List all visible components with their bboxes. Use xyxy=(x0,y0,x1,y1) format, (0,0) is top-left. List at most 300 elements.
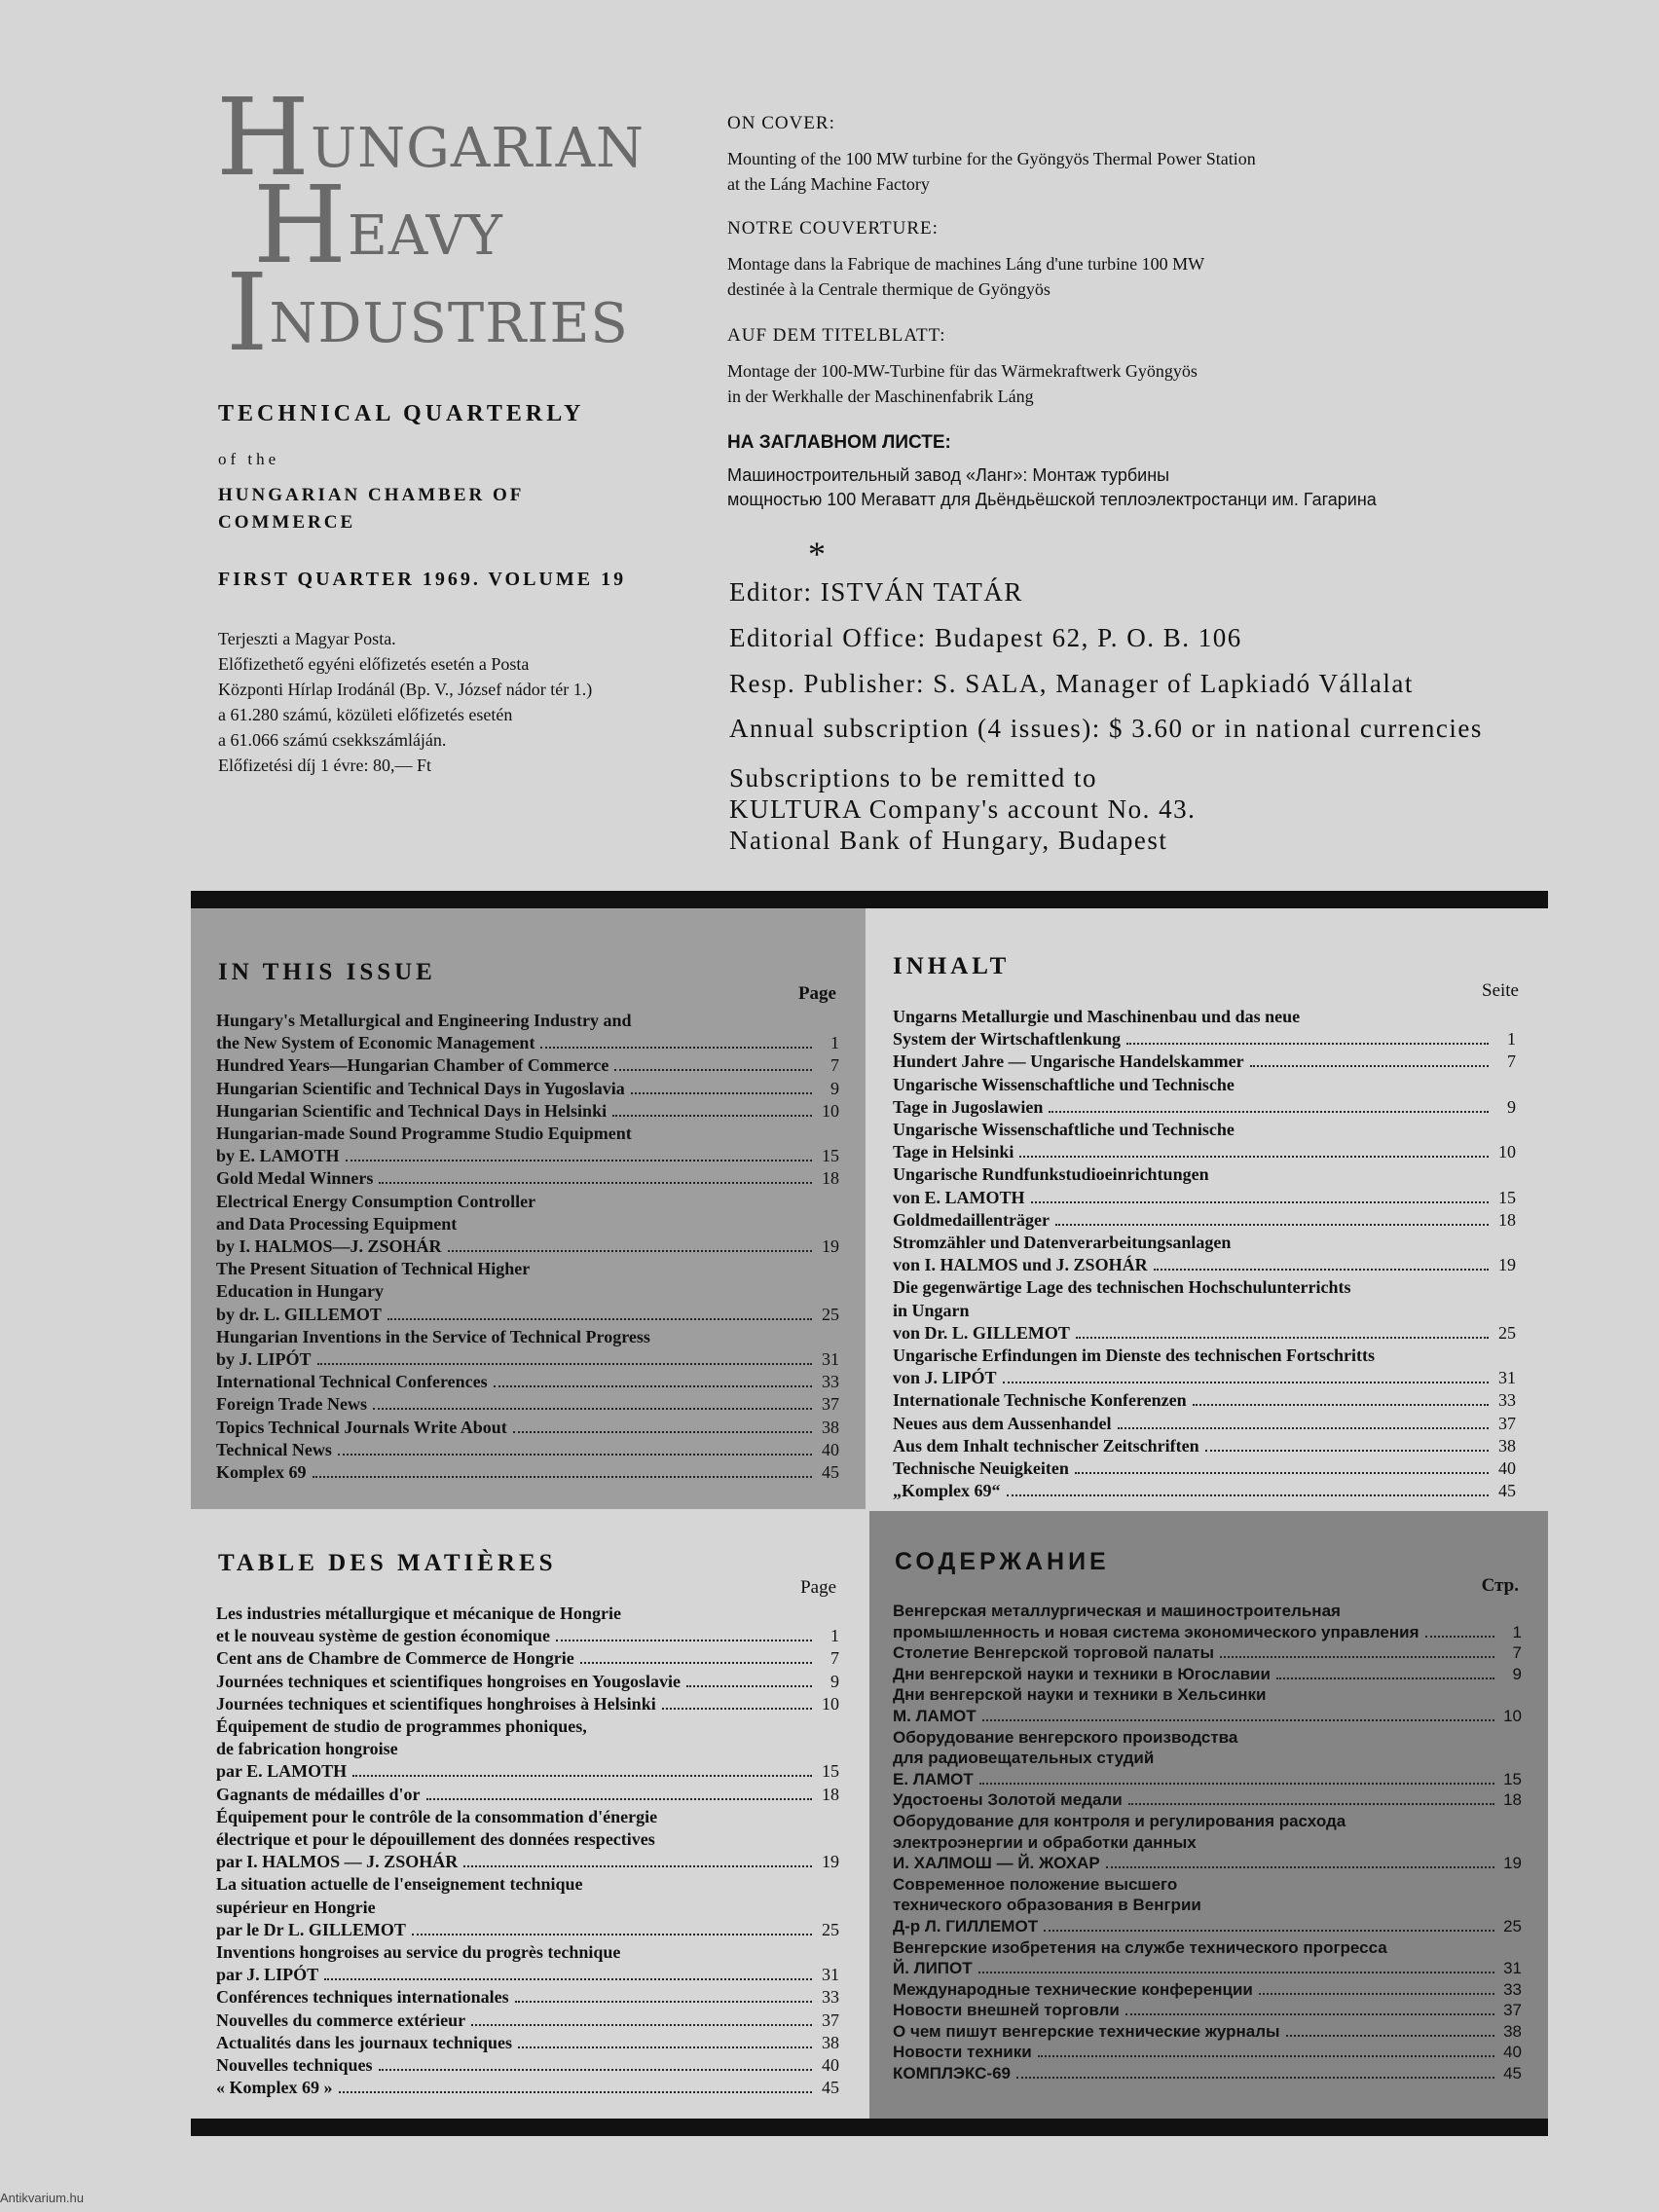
remit-line: Subscriptions to be remitted to xyxy=(729,762,1097,793)
toc-entry-last-line xyxy=(216,2009,839,2032)
toc-entry-line: Дни венгерской науки и техники в Хельсинки xyxy=(893,1685,1267,1705)
toc-entry-page: 25 xyxy=(822,1919,839,1939)
toc-entry-page: 15 xyxy=(1503,1769,1522,1788)
toc-entry-line: Ungarische Rundfunkstudioeinrichtungen xyxy=(893,1164,1209,1185)
toc-entry-title: Goldmedaillenträger xyxy=(893,1209,1050,1230)
toc-entry-title: « Komplex 69 » xyxy=(216,2078,333,2098)
toc-entry xyxy=(893,2000,1522,2021)
toc-entry-title: Столетие Венгерской торговой палаты xyxy=(893,1643,1215,1663)
toc-entry-title: Удостоены Золотой медали xyxy=(893,1790,1123,1810)
toc-entry-page: 37 xyxy=(822,2009,839,2030)
toc-entry-last-line xyxy=(216,1693,839,1715)
cover-en-heading: ON COVER: xyxy=(727,113,835,133)
toc-entry-last-line xyxy=(893,1096,1516,1119)
toc-entry-page: 15 xyxy=(822,1761,839,1782)
masthead-line-heavy: HEAVY xyxy=(253,163,503,287)
toc-entry-page: 7 xyxy=(830,1055,839,1076)
toc-leader-dots xyxy=(1205,1450,1489,1452)
toc-entry-title: par I. HALMOS — J. ZSOHÁR xyxy=(216,1852,459,1872)
toc-entry-title: М. ЛАМОТ xyxy=(893,1706,977,1725)
toc-entry-page: 37 xyxy=(1503,2001,1522,2020)
toc-entry xyxy=(893,1413,1516,1435)
toc-russian-panel xyxy=(869,1511,1548,2119)
cover-fr-line: destinée à la Centrale thermique de Gyöngyös xyxy=(727,279,1051,299)
toc-entry-line: Electrical Energy Consumption Controller xyxy=(216,1191,536,1211)
toc-entry-last-line xyxy=(893,1769,1522,1790)
toc-entry-title: von I. HALMOS und J. ZSOHÁR xyxy=(893,1255,1148,1275)
hu-line: Előfizetési díj 1 évre: 80,— Ft xyxy=(218,756,431,775)
toc-entry-last-line xyxy=(216,1784,839,1806)
toc-entry-title: Й. ЛИПОТ xyxy=(893,1959,973,1978)
toc-entry-page: 10 xyxy=(1503,1706,1522,1725)
toc-leader-dots xyxy=(448,1250,812,1252)
toc-leader-dots xyxy=(324,1978,812,1980)
toc-leader-dots xyxy=(379,1182,812,1184)
toc-entry-line: and Data Processing Equipment xyxy=(216,1213,458,1234)
toc-entry-page: 37 xyxy=(822,1394,839,1415)
toc-entry-last-line xyxy=(893,1916,1522,1937)
toc-entry-line: Ungarische Wissenschaftliche und Technische xyxy=(893,1074,1235,1094)
toc-entry-last-line xyxy=(216,2054,839,2077)
toc-entry xyxy=(216,1123,839,1167)
toc-entry-page: 33 xyxy=(822,1987,839,2008)
toc-leader-dots xyxy=(1055,1224,1489,1226)
toc-entry-last-line xyxy=(216,1760,839,1783)
toc-entry xyxy=(893,1345,1516,1389)
toc-leader-dots xyxy=(339,2091,813,2093)
toc-leader-dots xyxy=(494,1385,812,1387)
technical-quarterly-heading: TECHNICAL QUARTERLY xyxy=(218,401,585,426)
toc-entry-page: 18 xyxy=(822,1784,839,1804)
toc-entry-title: Journées techniques et scientifiques honghroises à Helsinki xyxy=(216,1693,656,1714)
toc-entry-page: 18 xyxy=(822,1168,839,1189)
toc-entry-last-line xyxy=(216,1348,839,1371)
toc-entry-last-line xyxy=(893,1187,1516,1209)
toc-leader-dots xyxy=(515,2001,812,2003)
toc-leader-dots xyxy=(614,1069,812,1071)
toc-entry-page: 1 xyxy=(830,1033,839,1053)
toc-entry-page: 25 xyxy=(822,1304,839,1324)
toc-entry-title: Gold Medal Winners xyxy=(216,1168,374,1189)
toc-entry xyxy=(216,1784,839,1806)
toc-russian-page-label: Стр. xyxy=(1481,1575,1519,1596)
toc-entry-line: Hungary's Metallurgical and Engineering Industry and xyxy=(216,1011,632,1030)
toc-entry-page: 31 xyxy=(822,1349,839,1370)
of-the-label: of the xyxy=(218,450,280,468)
remit-line: National Bank of Hungary, Budapest xyxy=(729,826,1168,856)
toc-entry-last-line xyxy=(893,2042,1522,2063)
toc-entry-line: La situation actuelle de l'enseignement technique xyxy=(216,1874,583,1895)
toc-entry-page: 15 xyxy=(1498,1187,1516,1207)
cover-de-line: Montage der 100-MW-Turbine für das Wärmekraftwerk Gyöngyös xyxy=(727,361,1198,381)
toc-leader-dots xyxy=(1016,2077,1494,2079)
toc-entry-page: 38 xyxy=(1503,2021,1522,2041)
toc-entry-line: supérieur en Hongrie xyxy=(216,1897,376,1917)
toc-entry-last-line xyxy=(893,2021,1522,2043)
editor-line: Editor: ISTVÁN TATÁR xyxy=(729,577,1023,607)
toc-entry-page: 9 xyxy=(830,1078,839,1098)
toc-entry-last-line xyxy=(216,1671,839,1693)
toc-leader-dots xyxy=(982,1719,1494,1721)
toc-entry-line: Ungarische Erfindungen im Dienste des technischen Fortschritts xyxy=(893,1346,1375,1366)
toc-entry-last-line xyxy=(216,1625,839,1647)
toc-entry-last-line xyxy=(216,1461,839,1484)
toc-entry-last-line xyxy=(216,2032,839,2054)
toc-entry-title: Nouvelles du commerce extérieur xyxy=(216,2009,466,2030)
toc-entry xyxy=(216,1693,839,1715)
toc-entry xyxy=(216,2009,839,2032)
asterisk-divider: * xyxy=(808,535,826,573)
toc-entry-last-line xyxy=(216,1986,839,2009)
toc-leader-dots xyxy=(1019,1156,1489,1158)
cover-de-heading: AUF DEM TITELBLATT: xyxy=(727,325,946,346)
toc-entry-title: par le Dr L. GILLEMOT xyxy=(216,1919,406,1939)
toc-entry-line: Hungarian-made Sound Programme Studio Equipment xyxy=(216,1124,632,1144)
toc-entry-last-line xyxy=(893,1051,1516,1073)
toc-entry-title: Hungarian Scientific and Technical Days in Helsinki xyxy=(216,1100,608,1121)
toc-entry xyxy=(216,1371,839,1393)
toc-entry-last-line xyxy=(216,1439,839,1461)
toc-leader-dots xyxy=(346,1160,812,1161)
toc-entry-last-line xyxy=(216,1919,839,1941)
toc-leader-dots xyxy=(662,1708,812,1710)
toc-entry-page: 1 xyxy=(830,1626,839,1646)
toc-leader-dots xyxy=(1126,1043,1489,1045)
toc-leader-dots xyxy=(1250,1065,1489,1067)
toc-leader-dots xyxy=(1049,1111,1489,1113)
toc-entry-last-line xyxy=(893,1622,1522,1643)
top-divider-bar xyxy=(191,891,1548,908)
toc-entry-line: de fabrication hongroise xyxy=(216,1739,398,1759)
toc-entry-line: Ungarns Metallurgie und Maschinenbau und das neue xyxy=(893,1007,1301,1026)
toc-entry xyxy=(893,1209,1516,1232)
toc-entry-last-line xyxy=(893,1254,1516,1276)
toc-entry xyxy=(216,1167,839,1190)
toc-entry-page: 19 xyxy=(822,1852,839,1872)
toc-russian-list xyxy=(893,1601,1522,2084)
toc-entry xyxy=(893,1979,1522,2001)
toc-entry-page: 33 xyxy=(822,1372,839,1392)
toc-leader-dots xyxy=(1259,1993,1494,1995)
toc-leader-dots xyxy=(1106,1866,1494,1868)
watermark: Antikvarium.hu xyxy=(0,2191,84,2205)
toc-entry xyxy=(893,2042,1522,2063)
toc-entry-title: Nouvelles techniques xyxy=(216,2055,373,2076)
bottom-divider-bar xyxy=(191,2119,1548,2136)
toc-entry xyxy=(216,1054,839,1077)
toc-entry-last-line xyxy=(216,1145,839,1167)
toc-entry-page: 1 xyxy=(1512,1622,1522,1641)
toc-entry-last-line xyxy=(216,1371,839,1393)
cover-fr-line: Montage dans la Fabrique de machines Láng d'une turbine 100 MW xyxy=(727,254,1205,274)
toc-entry-title: Дни венгерской науки и техники в Югославии xyxy=(893,1664,1271,1683)
toc-entry-title: Aus dem Inhalt technischer Zeitschriften xyxy=(893,1435,1199,1456)
toc-entry xyxy=(893,1389,1516,1412)
toc-entry-line: Оборудование для контроля и регулирования расхода xyxy=(893,1811,1346,1830)
toc-entry-page: 45 xyxy=(1498,1481,1516,1501)
cover-en-line: at the Láng Machine Factory xyxy=(727,174,930,194)
toc-entry-title: Neues aus dem Aussenhandel xyxy=(893,1413,1112,1433)
toc-entry xyxy=(893,1937,1522,1979)
toc-entry-last-line xyxy=(893,1853,1522,1874)
toc-entry xyxy=(893,1457,1516,1480)
toc-entry-line: in Ungarn xyxy=(893,1300,970,1320)
cover-de-line: in der Werkhalle der Maschinenfabrik Láng xyxy=(727,387,1034,406)
toc-leader-dots xyxy=(978,1972,1494,1973)
toc-russian-title: СОДЕРЖАНИЕ xyxy=(895,1548,1110,1575)
toc-entry xyxy=(216,1647,839,1670)
toc-entry-title: Tage in Jugoslawien xyxy=(893,1096,1044,1117)
hu-line: Előfizethető egyéni előfizetés esetén a Posta xyxy=(218,654,530,674)
toc-entry-last-line xyxy=(893,1480,1516,1502)
toc-entry-last-line xyxy=(893,1209,1516,1232)
toc-entry-last-line xyxy=(893,1979,1522,2001)
toc-entry xyxy=(216,1461,839,1484)
toc-entry-page: 25 xyxy=(1498,1322,1516,1343)
toc-leader-dots xyxy=(686,1685,812,1687)
toc-entry-last-line xyxy=(216,2077,839,2099)
toc-entry xyxy=(893,1232,1516,1276)
toc-leader-dots xyxy=(426,1798,812,1800)
toc-entry-page: 25 xyxy=(1503,1916,1522,1936)
toc-entry-page: 45 xyxy=(822,2078,839,2098)
toc-entry-title: Cent ans de Chambre de Commerce de Hongrie xyxy=(216,1648,574,1669)
toc-german-list xyxy=(893,1006,1516,1502)
toc-entry-last-line xyxy=(216,1647,839,1670)
toc-entry xyxy=(216,1100,839,1123)
toc-entry xyxy=(893,1163,1516,1208)
toc-entry-page: 45 xyxy=(822,1462,839,1483)
toc-leader-dots xyxy=(979,1783,1494,1785)
toc-entry-last-line xyxy=(216,1032,839,1054)
toc-entry-last-line xyxy=(893,1642,1522,1664)
toc-entry-page: 45 xyxy=(1503,2064,1522,2083)
toc-entry-last-line xyxy=(893,1789,1522,1811)
toc-entry-last-line xyxy=(893,1664,1522,1685)
toc-entry xyxy=(893,1684,1522,1726)
toc-entry-title: von E. LAMOTH xyxy=(893,1187,1025,1207)
toc-entry xyxy=(893,1874,1522,1937)
toc-entry xyxy=(216,2054,839,2077)
issue-line: FIRST QUARTER 1969. VOLUME 19 xyxy=(218,569,627,590)
toc-entry xyxy=(216,1078,839,1100)
toc-entry-line: Современное положение высшего xyxy=(893,1874,1178,1894)
toc-entry-page: 37 xyxy=(1498,1413,1516,1433)
toc-leader-dots xyxy=(412,1934,812,1936)
toc-leader-dots xyxy=(471,2024,812,2026)
toc-entry xyxy=(893,1789,1522,1811)
toc-entry-line: Hungarian Inventions in the Service of Technical Progress xyxy=(216,1326,650,1346)
toc-german-panel xyxy=(866,908,1548,1509)
remit-line: KULTURA Company's account No. 43. xyxy=(729,793,1197,824)
toc-entry-last-line xyxy=(893,1389,1516,1412)
toc-entry-title: Е. ЛАМОТ xyxy=(893,1769,974,1788)
toc-entry-last-line xyxy=(893,1457,1516,1480)
toc-entry-title: par J. LIPÓT xyxy=(216,1965,319,1985)
toc-entry xyxy=(216,2032,839,2054)
toc-entry xyxy=(216,1806,839,1874)
toc-french-page-label: Page xyxy=(800,1577,836,1598)
toc-entry-page: 15 xyxy=(822,1146,839,1166)
toc-leader-dots xyxy=(518,2046,812,2048)
toc-entry-page: 19 xyxy=(1498,1255,1516,1275)
toc-entry xyxy=(216,2077,839,2099)
cover-en-line: Mounting of the 100 MW turbine for the Gyöngyös Thermal Power Station xyxy=(727,149,1256,168)
toc-entry-page: 7 xyxy=(830,1648,839,1669)
toc-entry xyxy=(216,1393,839,1416)
toc-entry-last-line xyxy=(893,2063,1522,2084)
toc-leader-dots xyxy=(1118,1427,1489,1429)
toc-entry-title: Conférences techniques internationales xyxy=(216,1987,509,2008)
toc-leader-dots xyxy=(379,2069,812,2071)
toc-entry-title: par E. LAMOTH xyxy=(216,1761,348,1782)
toc-entry-title: the New System of Economic Management xyxy=(216,1033,535,1053)
cover-ru-heading: НА ЗАГЛАВНОМ ЛИСТЕ: xyxy=(727,432,951,453)
toc-leader-dots xyxy=(540,1047,812,1049)
hu-line: Terjeszti a Magyar Posta. xyxy=(218,629,396,648)
toc-leader-dots xyxy=(1193,1404,1489,1406)
toc-leader-dots xyxy=(317,1363,812,1365)
toc-entry-last-line xyxy=(893,1958,1522,1979)
toc-entry-line: Équipement pour le contrôle de la consommation d'énergie xyxy=(216,1806,658,1826)
toc-entry xyxy=(893,1480,1516,1502)
toc-leader-dots xyxy=(1286,2035,1494,2037)
toc-entry-title: Hundert Jahre — Ungarische Handelskammer xyxy=(893,1051,1244,1072)
toc-entry-page: 38 xyxy=(822,1417,839,1437)
toc-leader-dots xyxy=(338,1454,812,1456)
toc-entry-title: International Technical Conferences xyxy=(216,1372,488,1392)
toc-entry-last-line xyxy=(216,1417,839,1439)
toc-entry xyxy=(893,1276,1516,1345)
toc-entry-last-line xyxy=(216,1054,839,1077)
toc-entry-title: Новости внешней торговли xyxy=(893,2001,1120,2020)
chamber-line-1: HUNGARIAN CHAMBER OF xyxy=(218,485,525,505)
toc-entry xyxy=(893,1051,1516,1073)
toc-leader-dots xyxy=(556,1640,812,1641)
toc-leader-dots xyxy=(631,1092,812,1094)
toc-entry-line: Stromzähler und Datenverarbeitungsanlagen xyxy=(893,1233,1232,1253)
toc-entry-page: 19 xyxy=(822,1236,839,1257)
toc-entry-line: Ungarische Wissenschaftliche und Technische xyxy=(893,1120,1235,1140)
toc-entry-last-line xyxy=(893,1141,1516,1163)
toc-entry-line: электроэнергии и обработки данных xyxy=(893,1832,1197,1852)
toc-entry xyxy=(893,2021,1522,2043)
cover-ru-line: мощностью 100 Мегаватт для Дьёндьёшской теплоэлектростанци им. Гагарина xyxy=(727,490,1377,509)
masthead-line-hungarian: HUNGARIAN xyxy=(216,75,645,200)
toc-entry-title: et le nouveau système de gestion économique xyxy=(216,1626,550,1646)
toc-entry-title: Д-р Л. ГИЛЛЕМОТ xyxy=(893,1916,1039,1936)
toc-leader-dots xyxy=(387,1318,812,1320)
toc-leader-dots xyxy=(1125,2013,1494,2015)
toc-entry xyxy=(893,1006,1516,1051)
toc-entry-page: 7 xyxy=(1507,1051,1516,1072)
toc-entry-page: 31 xyxy=(822,1965,839,1985)
toc-entry-title: von Dr. L. GILLEMOT xyxy=(893,1322,1070,1343)
toc-entry xyxy=(893,1435,1516,1457)
toc-leader-dots xyxy=(1276,1677,1494,1679)
hu-line: Központi Hírlap Irodánál (Bp. V., József nádor tér 1.) xyxy=(218,680,593,699)
toc-entry-last-line xyxy=(893,1435,1516,1457)
toc-entry xyxy=(893,1601,1522,1642)
publisher-line: Resp. Publisher: S. SALA, Manager of Lapkiadó Vállalat xyxy=(729,668,1414,698)
toc-entry-last-line xyxy=(216,1100,839,1123)
toc-entry-title: by E. LAMOTH xyxy=(216,1146,340,1166)
toc-entry-title: Technische Neuigkeiten xyxy=(893,1458,1069,1479)
toc-entry-title: Foreign Trade News xyxy=(216,1394,367,1415)
toc-german-page-label: Seite xyxy=(1482,980,1519,1001)
cover-captions xyxy=(727,113,1584,512)
toc-entry xyxy=(216,1603,839,1647)
hu-line: a 61.280 számú, közületi előfizetés esetén xyxy=(218,705,513,724)
toc-entry-page: 1 xyxy=(1507,1029,1516,1050)
toc-entry-last-line xyxy=(216,1304,839,1326)
toc-entry-title: Komplex 69 xyxy=(216,1462,307,1483)
toc-entry-title: by dr. L. GILLEMOT xyxy=(216,1304,382,1324)
toc-entry-line: Die gegenwärtige Lage des technischen Hochschulunterrichts xyxy=(893,1277,1351,1298)
hu-line: a 61.066 számú csekkszámláján. xyxy=(218,730,447,750)
toc-leader-dots xyxy=(313,1476,813,1478)
toc-entry-page: 38 xyxy=(822,2032,839,2052)
toc-entry-page: 33 xyxy=(1503,1979,1522,1999)
toc-entry-page: 18 xyxy=(1498,1209,1516,1230)
toc-entry-title: Internationale Technische Konferenzen xyxy=(893,1390,1187,1411)
toc-entry xyxy=(216,1941,839,1986)
toc-entry-title: Новости техники xyxy=(893,2043,1032,2062)
toc-french-panel xyxy=(191,1509,866,2119)
toc-entry-title: О чем пишут венгерские технические журналы xyxy=(893,2021,1280,2041)
toc-entry xyxy=(216,1326,839,1371)
toc-entry-last-line xyxy=(216,1851,839,1873)
toc-entry-page: 33 xyxy=(1498,1390,1516,1411)
toc-entry-line: Оборудование венгерского производства xyxy=(893,1727,1238,1747)
toc-entry-page: 19 xyxy=(1503,1854,1522,1873)
toc-french-title: TABLE DES MATIÈRES xyxy=(218,1550,557,1576)
toc-entry-page: 9 xyxy=(830,1671,839,1691)
toc-entry-title: Actualités dans les journaux techniques xyxy=(216,2032,513,2052)
toc-entry-title: промышленность и новая система экономического управления xyxy=(893,1622,1419,1641)
toc-entry xyxy=(893,1642,1522,1664)
toc-entry-page: 10 xyxy=(822,1100,839,1121)
toc-english-page-label: Page xyxy=(797,983,836,1004)
toc-entry-line: électrique et pour le dépouillement des données respectives xyxy=(216,1829,655,1850)
toc-leader-dots xyxy=(1154,1269,1489,1271)
toc-entry-page: 9 xyxy=(1507,1096,1516,1117)
toc-entry xyxy=(216,1417,839,1439)
toc-entry-line: Education in Hungary xyxy=(216,1281,385,1302)
toc-english-title: IN THIS ISSUE xyxy=(218,959,436,985)
toc-entry xyxy=(893,1119,1516,1163)
toc-entry-title: „Komplex 69“ xyxy=(893,1481,1001,1501)
toc-leader-dots xyxy=(463,1865,812,1867)
toc-entry xyxy=(216,1258,839,1326)
toc-entry-last-line xyxy=(216,1235,839,1258)
toc-leader-dots xyxy=(1128,1803,1494,1805)
toc-entry-page: 40 xyxy=(822,1439,839,1459)
toc-entry-last-line xyxy=(893,1322,1516,1345)
toc-entry-page: 7 xyxy=(1512,1643,1522,1663)
toc-entry xyxy=(893,2063,1522,2084)
toc-english-list xyxy=(216,1010,839,1484)
toc-leader-dots xyxy=(580,1662,812,1664)
toc-entry-page: 31 xyxy=(1503,1959,1522,1978)
toc-entry-page: 10 xyxy=(822,1693,839,1714)
toc-entry-last-line xyxy=(216,1078,839,1100)
toc-entry-last-line xyxy=(216,1167,839,1190)
toc-entry xyxy=(216,1010,839,1054)
toc-entry xyxy=(893,1811,1522,1874)
toc-entry-last-line xyxy=(893,1367,1516,1389)
toc-entry xyxy=(216,1439,839,1461)
